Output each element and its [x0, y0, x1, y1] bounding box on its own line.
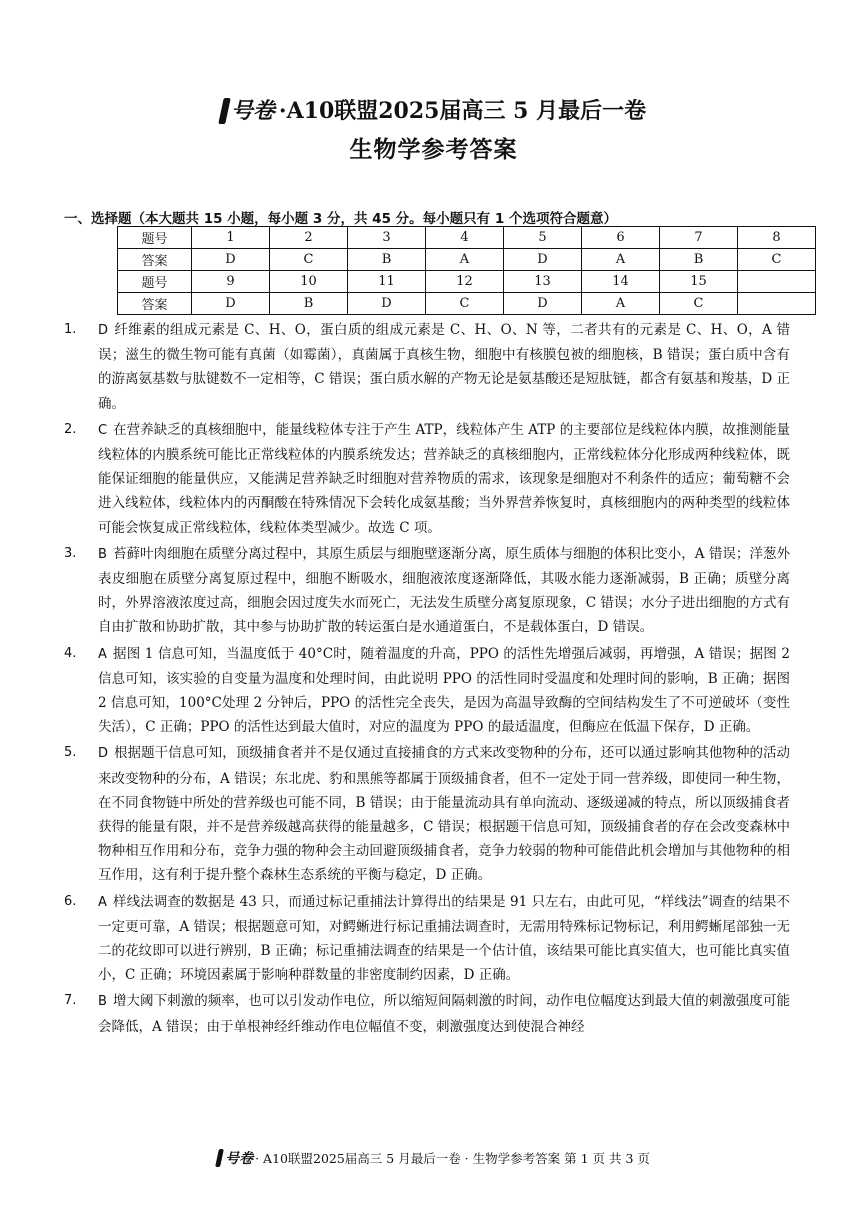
logo-bar-icon — [215, 1149, 224, 1167]
table-cell: D — [192, 293, 270, 315]
item-answer: C — [98, 422, 108, 438]
item-answer: B — [98, 546, 107, 562]
answer-table — [117, 226, 816, 315]
table-cell: 4 — [426, 227, 504, 249]
table-cell: 15 — [660, 271, 738, 293]
table-row-questions-1 — [118, 227, 816, 249]
item-answer: B — [98, 994, 107, 1010]
item-body — [98, 642, 790, 740]
table-cell: B — [270, 293, 348, 315]
table-cell: A — [582, 249, 660, 271]
table-row-answers-2 — [118, 293, 816, 315]
table-cell: C — [660, 293, 738, 315]
list-item — [64, 741, 790, 887]
list-item — [64, 989, 790, 1038]
document-subtitle: 生物学参考答案 — [349, 136, 518, 163]
brand-logo — [221, 95, 275, 127]
table-cell: D — [504, 249, 582, 271]
list-item — [64, 890, 790, 988]
table-cell: D — [192, 249, 270, 271]
item-answer: A — [98, 646, 107, 662]
item-body — [98, 989, 790, 1038]
item-explanation: 根据题干信息可知，顶级捕食者并不是仅通过直接捕食的方式来改变物种的分布，还可以通过影响其他物种的活动来改变物种的分布，A 错误；东北虎、豹和黑熊等都属于顶级捕食者，但不一定处于同一营养级，即使同一种生物，在不同食物链中所处的营养级也可能不同，B 错误；由于能量流动具有单向流动、逐级递减的特点，所以顶级捕食者获得的能量有限，并不是营养级越高获得的能量越多，C 错误；根据题干信息可知，顶级捕食者的存在会改变森林中物种相互作用和分布，竞争力强的物种会主动回避顶级捕食者，竞争力较弱的物种可能借此机会增加与其他物种的相互作用，这有利于提升整个森林生态系统的平衡与稳定，D 正确。 — [98, 745, 790, 884]
item-body — [98, 741, 790, 887]
item-explanation: 纤维素的组成元素是 C、H、O，蛋白质的组成元素是 C、H、O、N 等，二者共有的元素是 C、H、O，A 错误；滋生的微生物可能有真菌（如霉菌），真菌属于真核生物，细胞中有核膜包被的细胞核，B 错误；蛋白质中含有的游离氨基数与肽键数不一定相等，C 错误；蛋白质水解的产物无论是氨基酸还是短肽链，都含有氨基和羧基，D 正确。 — [98, 322, 790, 412]
row-label-question: 题号 — [118, 227, 192, 249]
table-cell: 5 — [504, 227, 582, 249]
table-cell: 8 — [738, 227, 816, 249]
item-body — [98, 542, 790, 640]
footer-text: · A10联盟2025届高三 5 月最后一卷 · 生物学参考答案 第 1 页 共 3 页 — [255, 1151, 650, 1166]
item-number: 4. — [64, 645, 77, 661]
table-cell: C — [738, 249, 816, 271]
table-cell: 7 — [660, 227, 738, 249]
item-explanation: 样线法调查的数据是 43 只，而通过标记重捕法计算得出的结果是 91 只左右，由此可见，“样线法”调查的结果不一定更可靠，A 错误；根据题意可知，对鳄蜥进行标记重捕法调查时，无需用特殊标记物标记，利用鳄蜥尾部独一无二的花纹即可以进行辨别，B 正确；标记重捕法调查的结果是一个估计值，该结果可能比真实值大，也可能比真实值小，C 正确；环境因素属于影响种群数量的非密度制约因素，D 正确。 — [98, 893, 790, 984]
table-cell: 9 — [192, 271, 270, 293]
exam-title: ·A10联盟2025届高三 5 月最后一卷 — [278, 98, 647, 124]
table-cell: 14 — [582, 271, 660, 293]
logo-text: 号卷 — [230, 98, 275, 124]
table-cell: 2 — [270, 227, 348, 249]
list-item — [64, 418, 790, 540]
item-number: 3. — [64, 545, 77, 561]
item-answer: D — [98, 323, 109, 338]
title-block — [0, 95, 867, 167]
table-cell: B — [348, 249, 426, 271]
row-label-answer: 答案 — [118, 293, 192, 315]
item-body — [98, 890, 790, 988]
item-explanation: 在营养缺乏的真核细胞中，能量线粒体专注于产生 ATP，线粒体产生 ATP 的主要部位是线粒体内膜，故推测能量线粒体的内膜系统可能比正常线粒体的内膜系统发达；营养缺乏的真核细胞内，正常线粒体分化形成两种线粒体，既能保证细胞的能量供应，又能满足营养缺乏时细胞对营养物质的需求，该现象是细胞对不利条件的适应；葡萄糖不会进入线粒体，线粒体内的丙酮酸在特殊情况下会转化成氨基酸；当外界营养恢复时，真核细胞内的两种类型的线粒体可能会恢复成正常线粒体，线粒体类型减少。故选 C 项。 — [98, 421, 790, 536]
table-cell: D — [348, 293, 426, 315]
table-cell — [738, 293, 816, 315]
table-cell: D — [504, 293, 582, 315]
row-label-question: 题号 — [118, 271, 192, 293]
table-cell: 10 — [270, 271, 348, 293]
footer-logo — [217, 1148, 253, 1168]
item-number: 6. — [64, 893, 77, 909]
table-cell: 11 — [348, 271, 426, 293]
title-line-1 — [0, 95, 867, 127]
table-cell — [738, 271, 816, 293]
table-cell: 3 — [348, 227, 426, 249]
table-cell: C — [426, 293, 504, 315]
item-explanation: 增大阈下刺激的频率，也可以引发动作电位，所以缩短间隔刺激的时间，动作电位幅度达到最大值的刺激强度可能会降低，A 错误；由于单根神经纤维动作电位幅值不变，刺激强度达到使混合神经 — [98, 993, 790, 1035]
table-row-answers-1 — [118, 249, 816, 271]
item-number: 1. — [64, 322, 77, 337]
list-item — [64, 642, 790, 740]
row-label-answer: 答案 — [118, 249, 192, 271]
item-body — [98, 318, 790, 416]
list-item — [64, 318, 790, 416]
item-explanation: 据图 1 信息可知，当温度低于 40°C时，随着温度的升高，PPO 的活性先增强后减弱，再增强，A 错误；据图 2 信息可知，该实验的自变量为温度和处理时间，由此说明 PPO 的活性同时受温度和处理时间的影响，B 正确；据图 2 信息可知，100°C处理 2 分钟后，PPO 的活性完全丧失，是因为高温导致酶的空间结构发生了不可逆破坏（变性失活），C 正确；PPO 的活性达到最大值时，对应的温度为 PPO 的最适温度，但酶应在低温下保存，D 正确。 — [98, 645, 790, 736]
table-cell: A — [426, 249, 504, 271]
section-heading: 一、选择题（本大题共 15 小题，每小题 3 分，共 45 分。每小题只有 1 个选项符合题意） — [64, 211, 617, 227]
list-item — [64, 542, 790, 640]
item-number: 5. — [64, 745, 77, 761]
table-cell: 1 — [192, 227, 270, 249]
item-body — [98, 418, 790, 540]
table-cell: A — [582, 293, 660, 315]
table-cell: C — [270, 249, 348, 271]
page-footer — [0, 1148, 867, 1168]
table-row-questions-2 — [118, 271, 816, 293]
explanation-list — [64, 318, 790, 1041]
item-number: 2. — [64, 421, 77, 437]
table-cell: 13 — [504, 271, 582, 293]
logo-bar-icon — [218, 98, 231, 124]
item-answer: A — [98, 894, 107, 910]
item-answer: D — [98, 746, 109, 762]
table-cell: 12 — [426, 271, 504, 293]
item-explanation: 苔藓叶肉细胞在质壁分离过程中，其原生质层与细胞壁逐渐分离，原生质体与细胞的体积比变小，A 错误；洋葱外表皮细胞在质壁分离复原过程中，细胞不断吸水，细胞液浓度逐渐降低，其吸水能力逐渐减弱，B 正确；质壁分离时，外界溶液浓度过高，细胞会因过度失水而死亡，无法发生质壁分离复原现象，C 错误；水分子进出细胞的方式有自由扩散和协助扩散，其中参与协助扩散的转运蛋白是水通道蛋白，不是载体蛋白，D 错误。 — [98, 545, 790, 636]
item-number: 7. — [64, 993, 77, 1009]
table-cell: 6 — [582, 227, 660, 249]
footer-logo-text: 号卷 — [225, 1151, 254, 1167]
table-cell: B — [660, 249, 738, 271]
